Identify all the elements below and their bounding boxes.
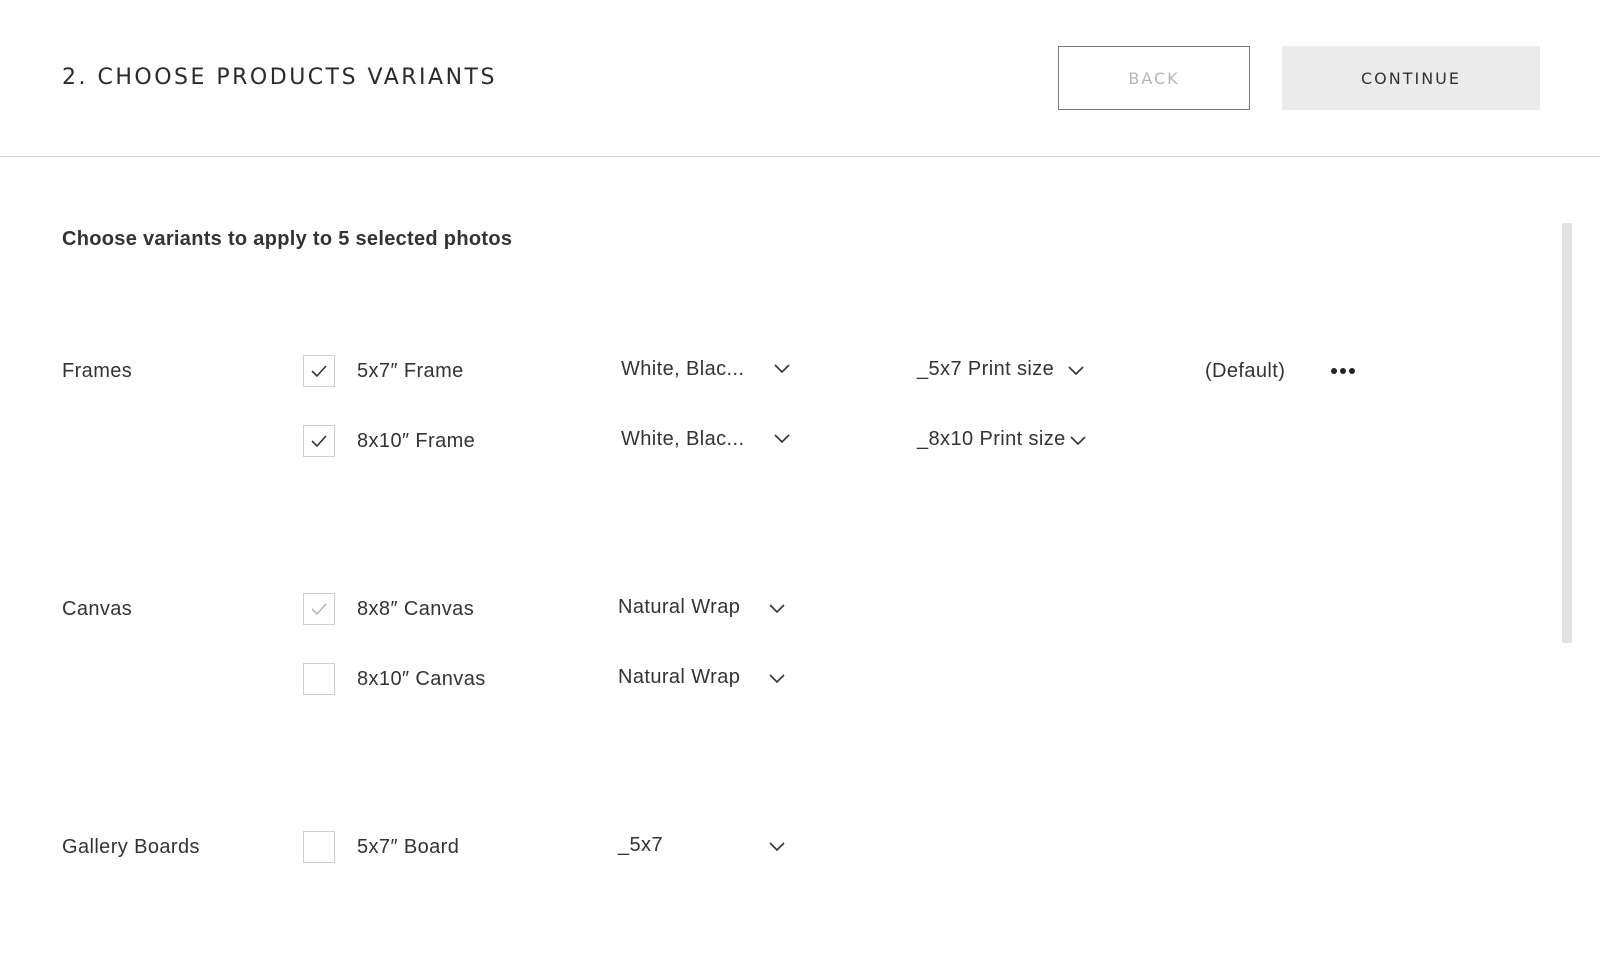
item-label-8x10-canvas: 8x10″ Canvas: [357, 668, 486, 690]
color-select-value: White, Blac...: [621, 358, 745, 380]
continue-button[interactable]: CONTINUE: [1282, 46, 1540, 110]
color-select-5x7-frame[interactable]: [621, 358, 793, 388]
page-header: [0, 0, 1600, 157]
color-select-value: White, Blac...: [621, 428, 745, 450]
item-label-5x7-board: 5x7″ Board: [357, 836, 460, 858]
wrap-select-8x10-canvas[interactable]: [618, 666, 790, 696]
wrap-select-value: Natural Wrap: [618, 666, 741, 688]
size-select-5x7-board[interactable]: [618, 834, 790, 864]
size-select-value: _8x10 Print size: [917, 428, 1066, 450]
back-button[interactable]: BACK: [1058, 46, 1250, 110]
size-select-value: _5x7 Print size: [917, 358, 1055, 380]
instruction-text: Choose variants to apply to 5 selected photos: [62, 228, 513, 250]
page-title: 2. CHOOSE PRODUCTS VARIANTS: [62, 65, 497, 90]
item-label-8x10-frame: 8x10″ Frame: [357, 430, 476, 452]
group-label-frames: Frames: [62, 360, 133, 382]
scrollbar[interactable]: [1562, 223, 1572, 643]
color-select-8x10-frame[interactable]: [621, 428, 793, 458]
checkbox-5x7-board[interactable]: [303, 831, 335, 863]
chevron-down-icon: [773, 432, 791, 444]
chevron-down-icon: [768, 840, 786, 852]
chevron-down-icon: [768, 672, 786, 684]
item-label-5x7-frame: 5x7″ Frame: [357, 360, 464, 382]
checkmark-icon: [310, 434, 328, 448]
wrap-select-8x8-canvas[interactable]: [618, 596, 790, 626]
checkbox-8x10-canvas[interactable]: [303, 663, 335, 695]
checkmark-icon: [310, 364, 328, 378]
group-label-gallery-boards: Gallery Boards: [62, 836, 200, 858]
checkbox-8x8-canvas[interactable]: [303, 593, 335, 625]
chevron-down-icon: [1067, 364, 1085, 376]
chevron-down-icon: [773, 362, 791, 374]
group-label-canvas: Canvas: [62, 598, 133, 620]
checkmark-icon: [310, 602, 328, 616]
size-select-5x7-frame[interactable]: [917, 358, 1087, 388]
wrap-select-value: Natural Wrap: [618, 596, 741, 618]
checkbox-8x10-frame[interactable]: [303, 425, 335, 457]
more-options-button[interactable]: [1327, 358, 1359, 384]
chevron-down-icon: [1069, 434, 1087, 446]
item-label-8x8-canvas: 8x8″ Canvas: [357, 598, 475, 620]
size-select-8x10-frame[interactable]: [917, 428, 1087, 458]
size-select-value: _5x7: [618, 834, 663, 856]
chevron-down-icon: [768, 602, 786, 614]
more-horizontal-icon: [1330, 367, 1356, 375]
checkbox-5x7-frame[interactable]: [303, 355, 335, 387]
default-label: (Default): [1205, 360, 1286, 382]
